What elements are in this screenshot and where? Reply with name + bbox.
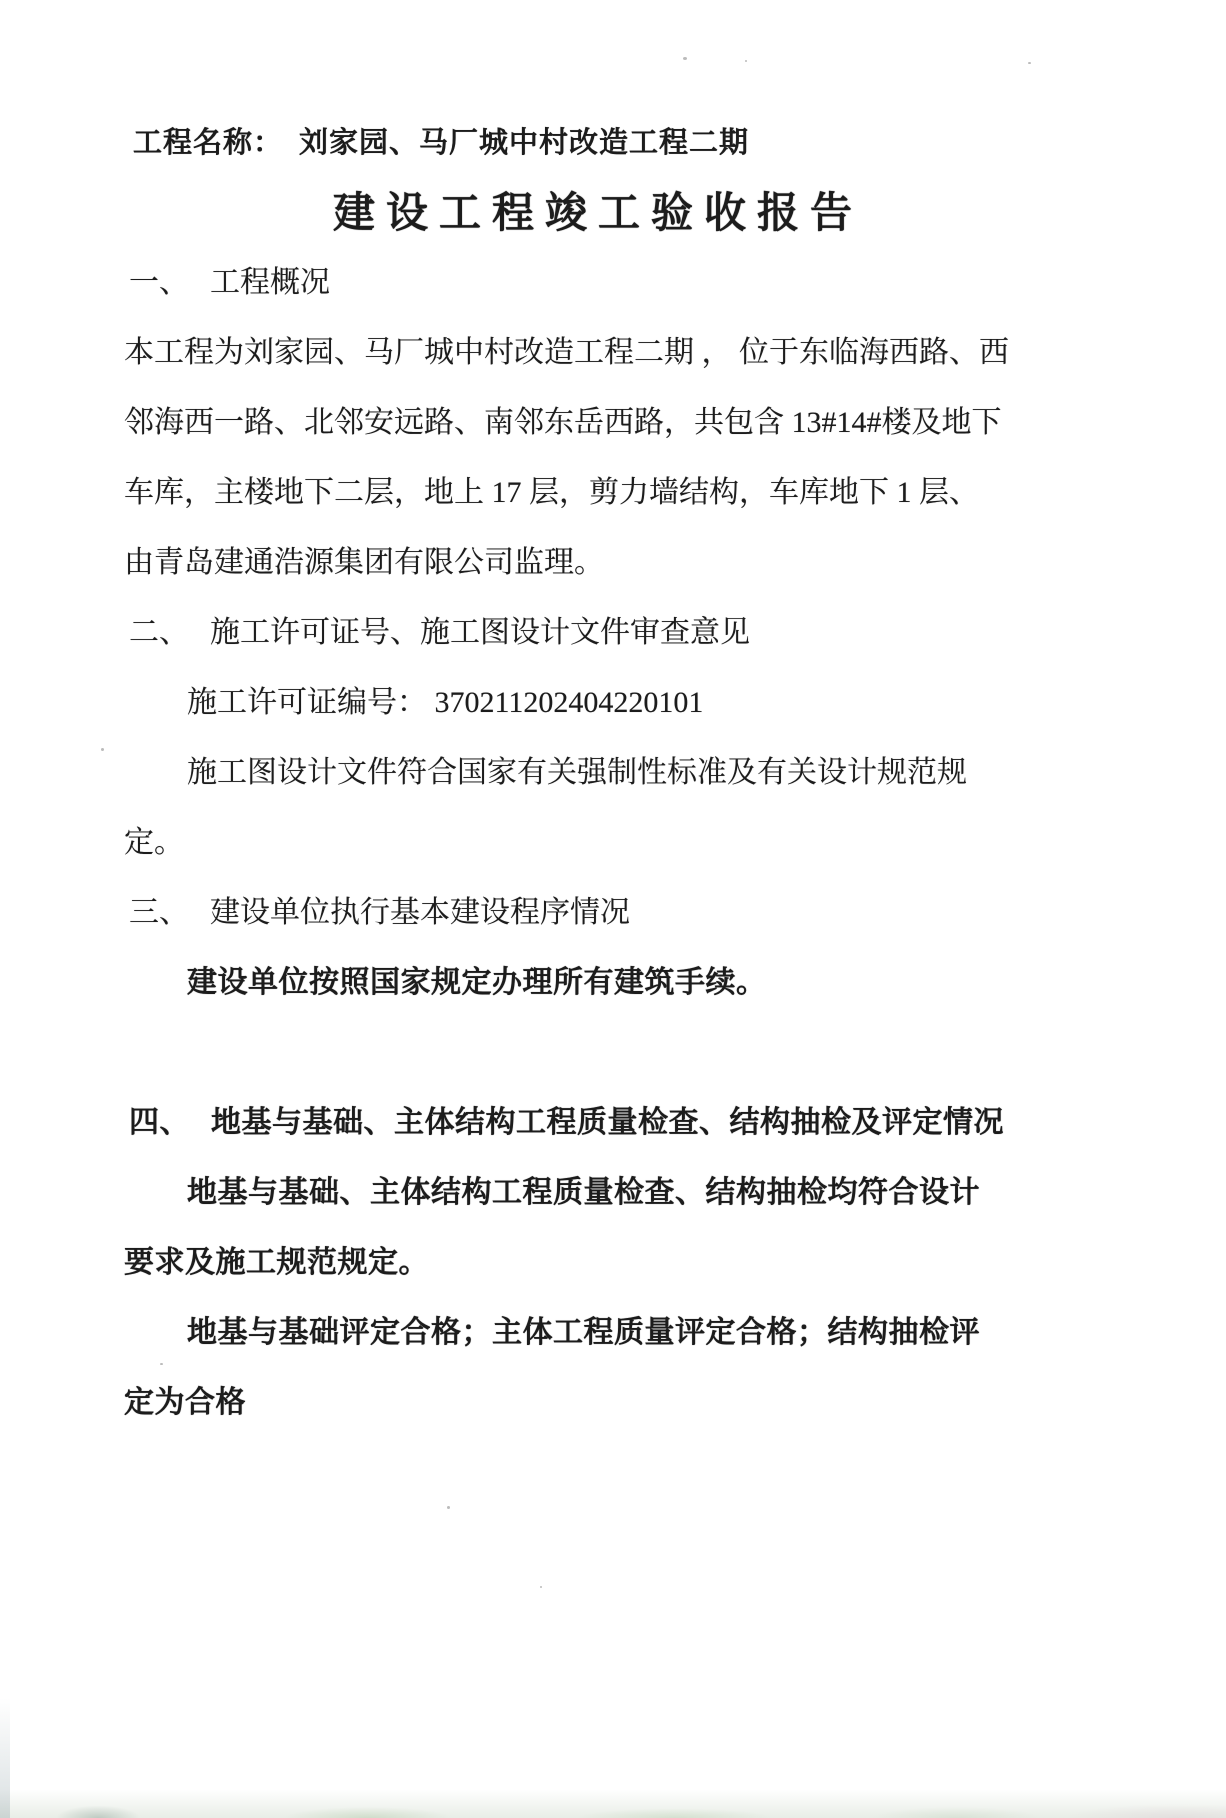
section4-line1: 地基与基础、主体结构工程质量检查、结构抽检均符合设计 bbox=[187, 1176, 980, 1209]
section1-heading-text: 工程概况 bbox=[210, 266, 330, 299]
section4-line3: 地基与基础评定合格；主体工程质量评定合格；结构抽检评 bbox=[187, 1316, 980, 1349]
section2-heading bbox=[124, 598, 1004, 668]
section2-heading-text: 施工许可证号、施工图设计文件审查意见 bbox=[210, 616, 750, 649]
section2-line3: 定。 bbox=[124, 826, 184, 859]
section4-heading bbox=[124, 1088, 1004, 1158]
blank-line bbox=[124, 1018, 1004, 1088]
scan-bottom-artifact bbox=[0, 1784, 1226, 1818]
section3-heading-text: 建设单位执行基本建设程序情况 bbox=[210, 896, 630, 929]
section1-line3: 车库，主楼地下二层，地上 17 层，剪力墙结构，车库地下 1 层、 bbox=[124, 476, 979, 509]
section1-number: 一、 bbox=[129, 266, 189, 299]
scan-speck bbox=[447, 1506, 450, 1509]
scan-edge-artifact bbox=[0, 1698, 10, 1818]
section3-number: 三、 bbox=[129, 896, 189, 929]
project-name-line bbox=[124, 108, 1004, 178]
document-content bbox=[124, 108, 1009, 1438]
scan-speck bbox=[1028, 62, 1031, 64]
scan-speck bbox=[101, 748, 104, 751]
project-name-label: 工程名称： bbox=[133, 127, 284, 159]
section1-heading bbox=[124, 248, 1004, 318]
scan-speck bbox=[745, 60, 747, 62]
section4-number: 四、 bbox=[129, 1106, 190, 1139]
section1-line4: 由青岛建通浩源集团有限公司监理。 bbox=[124, 546, 604, 579]
section2-line1-permit-number: 施工许可证编号： 370211202404220101 bbox=[187, 686, 704, 719]
section4-heading-text: 地基与基础、主体结构工程质量检查、结构抽检及评定情况 bbox=[211, 1106, 1004, 1139]
report-title: 建设工程竣工验收报告 bbox=[332, 189, 863, 236]
section4-line2: 要求及施工规范规定。 bbox=[124, 1246, 429, 1279]
section2-line2: 施工图设计文件符合国家有关强制性标准及有关设计规范规 bbox=[187, 756, 967, 789]
section3-heading bbox=[124, 878, 1004, 948]
section4-line4: 定为合格 bbox=[124, 1386, 246, 1419]
scan-speck bbox=[683, 57, 687, 60]
section3-line1: 建设单位按照国家规定办理所有建筑手续。 bbox=[187, 966, 767, 999]
section1-line1: 本工程为刘家园、马厂城中村改造工程二期 ， 位于东临海西路、西 bbox=[124, 336, 1009, 369]
project-name-value: 刘家园、马厂城中村改造工程二期 bbox=[299, 127, 750, 159]
section2-number: 二、 bbox=[129, 616, 189, 649]
scan-speck bbox=[160, 1363, 163, 1365]
section1-line2: 邻海西一路、北邻安远路、南邻东岳西路，共包含 13#14#楼及地下 bbox=[124, 406, 1002, 439]
scan-speck bbox=[540, 1586, 542, 1588]
